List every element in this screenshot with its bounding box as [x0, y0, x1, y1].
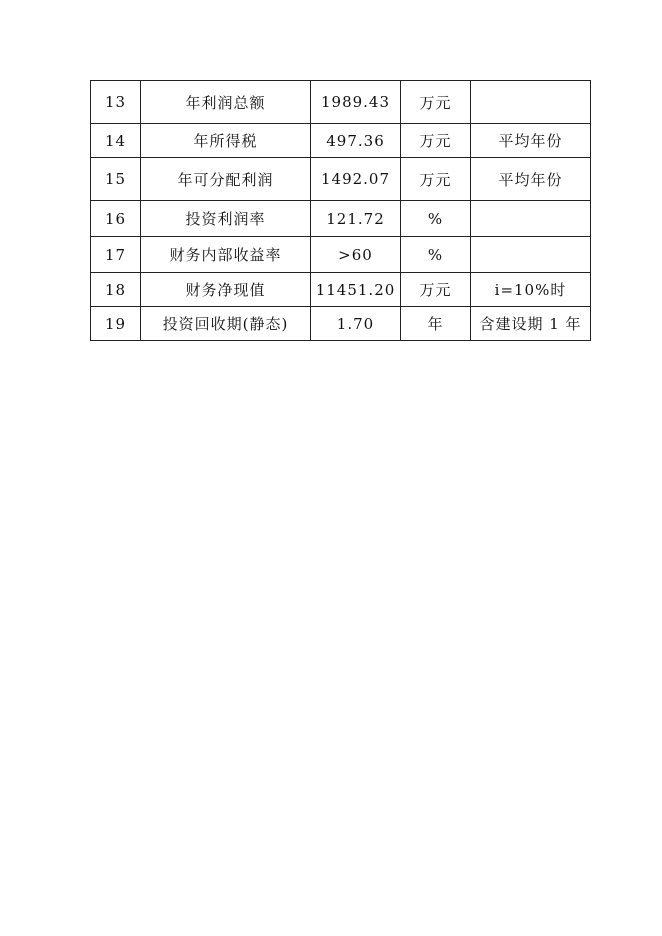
row-number: 16: [91, 201, 141, 237]
indicator-name: 年所得税: [141, 124, 311, 158]
indicator-note: [471, 201, 591, 237]
table-row: [91, 237, 591, 273]
indicator-name: 财务内部收益率: [141, 237, 311, 273]
table-row: [91, 307, 591, 341]
row-number: 18: [91, 273, 141, 307]
indicator-value: 1492.07: [311, 158, 401, 201]
row-number: 15: [91, 158, 141, 201]
indicator-name: 年利润总额: [141, 81, 311, 124]
indicator-value: 497.36: [311, 124, 401, 158]
indicator-unit: %: [401, 201, 471, 237]
indicator-value: 1989.43: [311, 81, 401, 124]
row-number: 14: [91, 124, 141, 158]
indicator-note: 含建设期 1 年: [471, 307, 591, 341]
indicator-name: 投资回收期(静态): [141, 307, 311, 341]
indicator-unit: 万元: [401, 124, 471, 158]
table-row: [91, 273, 591, 307]
indicator-note: 平均年份: [471, 158, 591, 201]
indicator-value: 11451.20: [311, 273, 401, 307]
financial-indicators-table-wrapper: [90, 80, 590, 341]
row-number: 17: [91, 237, 141, 273]
indicator-note: i=10%时: [471, 273, 591, 307]
table-row: [91, 158, 591, 201]
indicator-name: 年可分配利润: [141, 158, 311, 201]
indicator-unit: 万元: [401, 158, 471, 201]
table-row: [91, 201, 591, 237]
indicator-unit: %: [401, 237, 471, 273]
indicator-unit: 万元: [401, 273, 471, 307]
indicator-note: [471, 81, 591, 124]
table-row: [91, 81, 591, 124]
indicator-note: 平均年份: [471, 124, 591, 158]
financial-indicators-table: [90, 80, 591, 341]
indicator-name: 投资利润率: [141, 201, 311, 237]
indicator-unit: 万元: [401, 81, 471, 124]
indicator-unit: 年: [401, 307, 471, 341]
indicator-value: >60: [311, 237, 401, 273]
indicator-value: 121.72: [311, 201, 401, 237]
indicator-note: [471, 237, 591, 273]
indicator-name: 财务净现值: [141, 273, 311, 307]
indicator-value: 1.70: [311, 307, 401, 341]
row-number: 13: [91, 81, 141, 124]
row-number: 19: [91, 307, 141, 341]
table-row: [91, 124, 591, 158]
